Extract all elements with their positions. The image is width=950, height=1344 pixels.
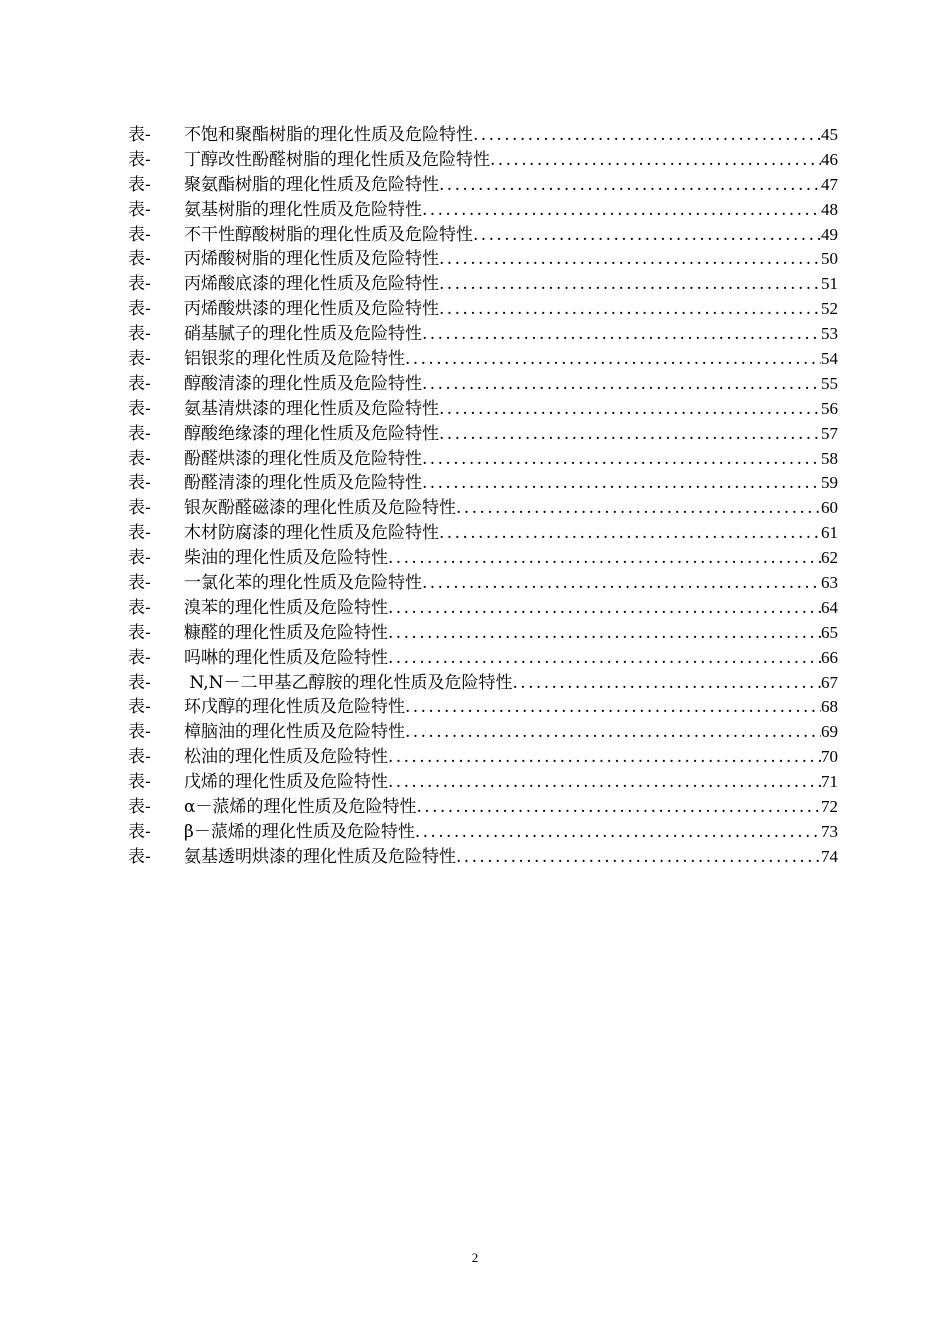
toc-entry-page-number: 63 bbox=[821, 573, 838, 593]
toc-dot-leader bbox=[439, 272, 821, 297]
toc-entry-page-number: 46 bbox=[821, 149, 838, 169]
toc-entry[interactable] bbox=[128, 272, 838, 297]
toc-entry-page-number: 71 bbox=[821, 772, 838, 792]
toc-entry-title: 丁醇改性酚醛树脂的理化性质及危险特性 bbox=[184, 149, 490, 170]
toc-entry-title: 铝银浆的理化性质及危险特性 bbox=[184, 349, 405, 369]
toc-entry[interactable] bbox=[128, 148, 838, 173]
toc-entry-title: 氨基树脂的理化性质及危险特性 bbox=[184, 199, 422, 220]
toc-dot-leader bbox=[473, 123, 821, 148]
toc-entry-prefix: 表- bbox=[128, 797, 151, 818]
toc-entry-prefix: 表- bbox=[128, 573, 151, 594]
toc-entry-prefix: 表- bbox=[128, 647, 151, 668]
toc-entry-title: 丙烯酸烘漆的理化性质及危险特性 bbox=[184, 299, 439, 320]
toc-dot-leader bbox=[388, 546, 821, 571]
toc-dot-leader bbox=[388, 745, 821, 770]
toc-dot-leader bbox=[422, 372, 821, 397]
toc-dot-leader bbox=[512, 671, 821, 696]
toc-dot-leader bbox=[405, 720, 821, 745]
toc-dot-leader bbox=[422, 198, 821, 223]
toc-dot-leader bbox=[416, 795, 821, 820]
toc-entry-title: 银灰酚醛磁漆的理化性质及危险特性 bbox=[184, 498, 456, 519]
toc-dot-leader bbox=[388, 596, 821, 621]
toc-entry-title: 氨基清烘漆的理化性质及危险特性 bbox=[184, 398, 439, 419]
toc-entry[interactable] bbox=[128, 297, 838, 322]
toc-dot-leader bbox=[405, 347, 821, 372]
toc-entry-prefix: 表- bbox=[128, 249, 151, 270]
toc-entry-page-number: 68 bbox=[821, 697, 838, 717]
toc-entry-page-number: 55 bbox=[821, 373, 838, 393]
toc-dot-leader bbox=[439, 422, 821, 447]
toc-entry-page-number: 67 bbox=[821, 672, 838, 692]
toc-entry-title: N,N－二甲基乙醇胺的理化性质及危险特性 bbox=[184, 672, 513, 693]
toc-entry[interactable] bbox=[128, 571, 838, 596]
toc-entry-prefix: 表- bbox=[128, 597, 151, 618]
toc-entry-prefix: 表- bbox=[128, 622, 151, 643]
toc-entry-title: 木材防腐漆的理化性质及危险特性 bbox=[184, 523, 439, 544]
toc-entry-title: 环戊醇的理化性质及危险特性 bbox=[184, 697, 405, 718]
toc-dot-leader bbox=[439, 397, 821, 422]
toc-entry-title: 不干性醇酸树脂的理化性质及危险特性 bbox=[184, 224, 473, 245]
toc-entry-page-number: 45 bbox=[821, 124, 838, 144]
toc-entry-title: 松油的理化性质及危险特性 bbox=[184, 747, 388, 768]
toc-dot-leader bbox=[388, 770, 821, 795]
toc-entry-title: 丙烯酸底漆的理化性质及危险特性 bbox=[184, 274, 439, 295]
table-of-contents bbox=[128, 123, 838, 870]
toc-dot-leader bbox=[422, 447, 821, 472]
toc-entry-page-number: 54 bbox=[821, 349, 838, 368]
toc-dot-leader bbox=[439, 173, 821, 198]
toc-dot-leader bbox=[439, 521, 821, 546]
toc-dot-leader bbox=[439, 297, 821, 322]
toc-entry[interactable] bbox=[128, 521, 838, 546]
toc-entry[interactable] bbox=[128, 173, 838, 198]
toc-dot-leader bbox=[439, 247, 821, 272]
toc-entry-page-number: 66 bbox=[821, 647, 838, 667]
toc-entry-title: 丙烯酸树脂的理化性质及危险特性 bbox=[184, 249, 439, 270]
toc-entry[interactable] bbox=[128, 198, 838, 223]
toc-entry-prefix: 表- bbox=[128, 224, 151, 245]
toc-entry-prefix: 表- bbox=[128, 373, 151, 394]
toc-entry-page-number: 47 bbox=[821, 174, 838, 194]
toc-entry-title: 一氯化苯的理化性质及危险特性 bbox=[184, 573, 422, 594]
toc-entry-title: 柴油的理化性质及危险特性 bbox=[184, 548, 388, 569]
toc-entry[interactable] bbox=[128, 621, 838, 646]
toc-entry-page-number: 73 bbox=[821, 821, 838, 841]
toc-entry[interactable] bbox=[128, 720, 838, 745]
toc-entry-page-number: 53 bbox=[821, 324, 838, 344]
toc-dot-leader bbox=[422, 322, 821, 347]
toc-entry[interactable] bbox=[128, 322, 838, 347]
toc-entry-title: 醇酸清漆的理化性质及危险特性 bbox=[184, 373, 422, 394]
toc-entry-prefix: 表- bbox=[128, 199, 151, 220]
toc-entry-title: 醇酸绝缘漆的理化性质及危险特性 bbox=[184, 423, 439, 444]
toc-dot-leader bbox=[405, 695, 821, 720]
toc-entry-page-number: 56 bbox=[821, 398, 838, 418]
toc-entry-page-number: 49 bbox=[821, 224, 838, 244]
toc-entry-prefix: 表- bbox=[128, 349, 151, 369]
toc-entry-page-number: 48 bbox=[821, 199, 838, 219]
toc-dot-leader bbox=[456, 845, 821, 870]
toc-entry[interactable] bbox=[128, 247, 838, 272]
toc-dot-leader bbox=[388, 621, 821, 646]
toc-entry-page-number: 58 bbox=[821, 448, 838, 468]
toc-dot-leader bbox=[422, 471, 821, 496]
toc-entry-title: 糠醛的理化性质及危险特性 bbox=[184, 622, 388, 643]
toc-entry[interactable] bbox=[128, 372, 838, 397]
toc-entry-prefix: 表- bbox=[128, 523, 151, 544]
toc-entry[interactable] bbox=[128, 471, 838, 496]
toc-entry-page-number: 69 bbox=[821, 722, 838, 742]
toc-entry-page-number: 50 bbox=[821, 249, 838, 269]
toc-entry[interactable] bbox=[128, 596, 838, 621]
toc-entry-page-number: 72 bbox=[821, 797, 838, 817]
toc-entry-page-number: 51 bbox=[821, 274, 838, 294]
toc-entry-title: 吗啉的理化性质及危险特性 bbox=[184, 647, 388, 668]
toc-entry[interactable] bbox=[128, 671, 838, 696]
toc-entry[interactable] bbox=[128, 397, 838, 422]
toc-entry-prefix: 表- bbox=[128, 124, 151, 145]
toc-dot-leader bbox=[490, 148, 821, 173]
toc-entry-page-number: 57 bbox=[821, 423, 838, 443]
toc-entry[interactable] bbox=[128, 770, 838, 795]
toc-entry-page-number: 70 bbox=[821, 747, 838, 767]
toc-entry[interactable] bbox=[128, 795, 838, 820]
toc-entry-prefix: 表- bbox=[128, 722, 151, 743]
toc-entry-title: 樟脑油的理化性质及危险特性 bbox=[184, 722, 405, 743]
toc-entry-page-number: 64 bbox=[821, 597, 838, 617]
toc-entry-title: 戊烯的理化性质及危险特性 bbox=[184, 772, 388, 793]
toc-dot-leader bbox=[473, 223, 821, 248]
toc-entry-prefix: 表- bbox=[128, 149, 151, 170]
toc-dot-leader bbox=[415, 820, 821, 845]
toc-entry-prefix: 表- bbox=[128, 697, 151, 718]
toc-entry[interactable] bbox=[128, 646, 838, 671]
toc-entry[interactable] bbox=[128, 496, 838, 521]
toc-entry-page-number: 62 bbox=[821, 548, 838, 568]
toc-entry-prefix: 表- bbox=[128, 846, 151, 867]
toc-entry-prefix: 表- bbox=[128, 498, 151, 519]
toc-entry-prefix: 表- bbox=[128, 398, 151, 419]
toc-entry-title: 聚氨酯树脂的理化性质及危险特性 bbox=[184, 174, 439, 195]
toc-entry[interactable] bbox=[128, 820, 838, 845]
toc-entry-prefix: 表- bbox=[128, 423, 151, 444]
toc-entry-prefix: 表- bbox=[128, 174, 151, 195]
toc-entry-prefix: 表- bbox=[128, 548, 151, 569]
toc-entry-prefix: 表- bbox=[128, 274, 151, 295]
toc-entry-title: 酚醛清漆的理化性质及危险特性 bbox=[184, 473, 422, 494]
toc-entry[interactable] bbox=[128, 695, 838, 720]
toc-entry[interactable] bbox=[128, 845, 838, 870]
toc-entry-prefix: 表- bbox=[128, 821, 151, 842]
toc-entry-title: 不饱和聚酯树脂的理化性质及危险特性 bbox=[184, 124, 473, 145]
toc-entry[interactable] bbox=[128, 422, 838, 447]
toc-dot-leader bbox=[422, 571, 821, 596]
toc-entry[interactable] bbox=[128, 546, 838, 571]
toc-entry-prefix: 表- bbox=[128, 747, 151, 768]
page-number: 2 bbox=[471, 1250, 479, 1265]
toc-entry-title: 氨基透明烘漆的理化性质及危险特性 bbox=[184, 846, 456, 867]
toc-entry-title: 溴苯的理化性质及危险特性 bbox=[184, 597, 388, 618]
toc-entry[interactable] bbox=[128, 347, 838, 372]
toc-entry-prefix: 表- bbox=[128, 772, 151, 793]
toc-entry-prefix: 表- bbox=[128, 448, 151, 469]
toc-entry-prefix: 表- bbox=[128, 299, 151, 320]
toc-entry[interactable] bbox=[128, 447, 838, 472]
toc-entry-page-number: 52 bbox=[821, 299, 838, 319]
toc-entry-page-number: 74 bbox=[821, 846, 838, 866]
toc-entry[interactable] bbox=[128, 123, 838, 148]
toc-entry-page-number: 59 bbox=[821, 473, 838, 493]
toc-entry-page-number: 60 bbox=[821, 498, 838, 518]
toc-entry-prefix: 表- bbox=[128, 473, 151, 494]
toc-entry-title: α－蒎烯的理化性质及危险特性 bbox=[184, 797, 417, 818]
toc-dot-leader bbox=[456, 496, 821, 521]
toc-entry-title: 酚醛烘漆的理化性质及危险特性 bbox=[184, 448, 422, 469]
toc-entry-prefix: 表- bbox=[128, 672, 151, 693]
toc-entry-prefix: 表- bbox=[128, 324, 151, 345]
toc-entry-title: 硝基腻子的理化性质及危险特性 bbox=[184, 324, 422, 345]
toc-entry-page-number: 61 bbox=[821, 523, 838, 543]
toc-entry[interactable] bbox=[128, 223, 838, 248]
toc-dot-leader bbox=[388, 646, 821, 671]
toc-entry-title: β－蒎烯的理化性质及危险特性 bbox=[184, 821, 415, 842]
toc-entry-page-number: 65 bbox=[821, 622, 838, 642]
toc-entry[interactable] bbox=[128, 745, 838, 770]
